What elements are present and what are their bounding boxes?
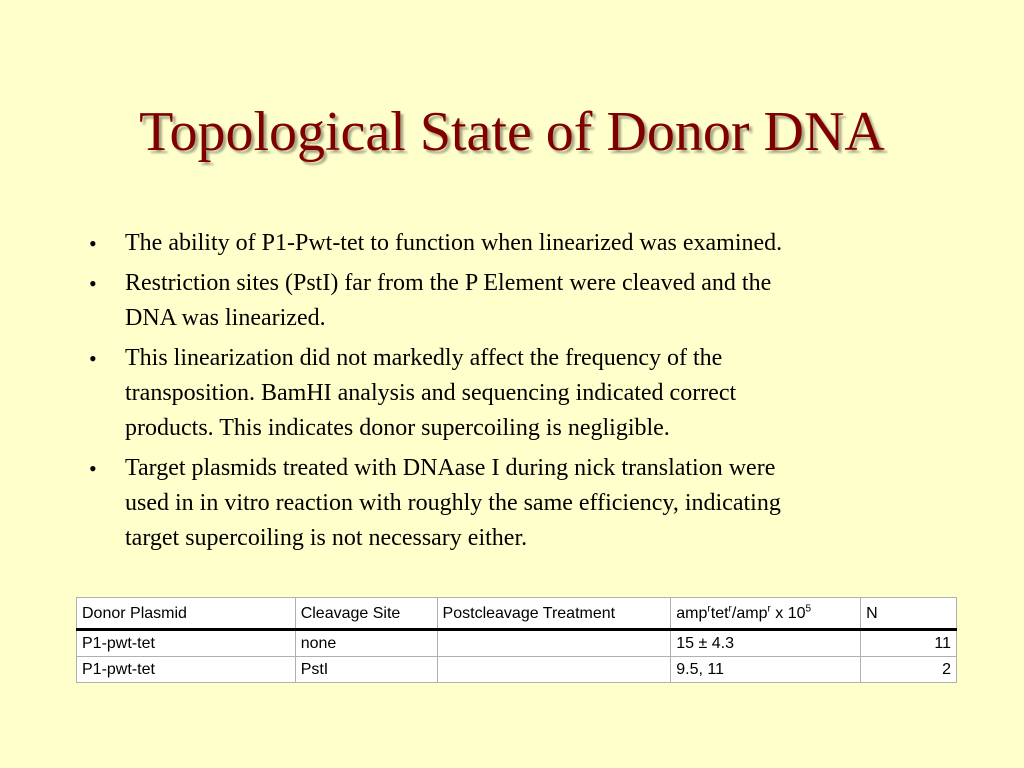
bullet-item <box>89 266 929 336</box>
table-row <box>77 630 957 657</box>
cell-donor-plasmid: P1-pwt-tet <box>77 630 296 657</box>
header-cleavage-site: Cleavage Site <box>295 598 437 630</box>
cell-donor-plasmid: P1-pwt-tet <box>77 657 296 683</box>
bullet-marker: • <box>89 456 97 481</box>
bullet-line: This linearization did not markedly affect the frequency of the <box>125 345 723 371</box>
bullet-item <box>89 341 929 446</box>
ratio-sup: 5 <box>805 603 812 615</box>
header-n: N <box>861 598 957 630</box>
cell-n: 2 <box>861 657 957 683</box>
cell-postcleavage-treatment <box>437 657 671 683</box>
cell-ratio: 15 ± 4.3 <box>671 630 861 657</box>
bullet-line: Target plasmids treated with DNAase I during nick translation were <box>125 455 776 481</box>
bullet-line: Restriction sites (PstI) far from the P Element were cleaved and the <box>125 270 772 296</box>
bullet-line: products. This indicates donor supercoiling is negligible. <box>125 415 670 441</box>
bullet-item <box>89 451 929 556</box>
cell-postcleavage-treatment <box>437 630 671 657</box>
ratio-part: tet <box>710 605 729 622</box>
bullet-line: DNA was linearized. <box>125 305 326 331</box>
bullet-marker: • <box>89 231 97 256</box>
bullet-marker: • <box>89 346 97 371</box>
cell-cleavage-site: PstI <box>295 657 437 683</box>
ratio-part: x 10 <box>770 605 806 622</box>
table-header-row <box>77 598 957 630</box>
header-postcleavage-treatment: Postcleavage Treatment <box>437 598 671 630</box>
bullet-line: The ability of P1-Pwt-tet to function when linearized was examined. <box>125 230 783 256</box>
ratio-sup: r <box>767 603 771 615</box>
bullet-list <box>89 226 929 561</box>
ratio-part: amp <box>676 605 708 622</box>
bullet-line: used in in vitro reaction with roughly the same efficiency, indicating <box>125 490 781 516</box>
bullet-marker: • <box>89 271 97 296</box>
cell-n: 11 <box>861 630 957 657</box>
slide-title: Topological State of Donor DNA <box>139 101 885 163</box>
bullet-item <box>89 226 929 261</box>
results-table <box>76 597 957 683</box>
bullet-line: transposition. BamHI analysis and sequencing indicated correct <box>125 380 737 406</box>
table-row <box>77 657 957 683</box>
bullet-line: target supercoiling is not necessary either. <box>125 525 528 551</box>
ratio-part: /amp <box>731 605 768 622</box>
ratio-sup: r <box>728 603 732 615</box>
header-ratio <box>671 598 861 630</box>
cell-cleavage-site: none <box>295 630 437 657</box>
header-donor-plasmid: Donor Plasmid <box>77 598 296 630</box>
ratio-sup: r <box>707 603 711 615</box>
cell-ratio: 9.5, 11 <box>671 657 861 683</box>
